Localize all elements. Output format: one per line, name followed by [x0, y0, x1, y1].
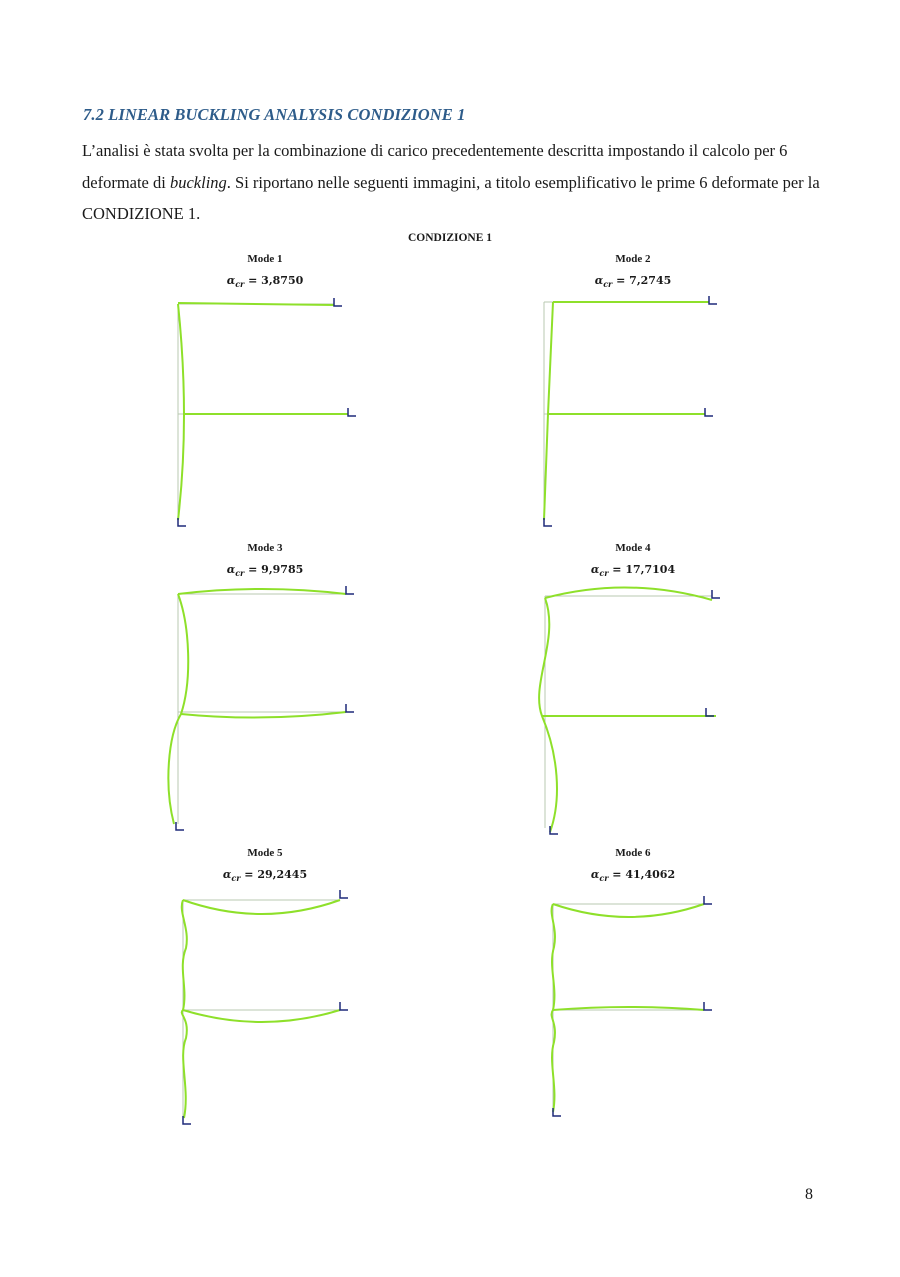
mode-2-alpha: $\alpha_{cr} = 7,2745$ [594, 274, 672, 290]
mode-6-deformed-shape [544, 892, 734, 1122]
mode-4-deformed-shape [536, 584, 736, 836]
mode-5-alpha: $\alpha_{cr} = 29,2445$ [222, 868, 308, 884]
mode-2-alpha-value: 7,2745 [629, 274, 672, 287]
deformed-beam-top [545, 587, 712, 600]
support-marker [706, 708, 714, 716]
mode-3-alpha: $\alpha_{cr} = 9,9785$ [226, 563, 304, 579]
support-marker [334, 298, 342, 306]
support-marker [346, 704, 354, 712]
paragraph-text-start: L’analisi è stata svolta per la combinazione di carico precedentemente descritta impostando il calcolo per 6 deformate di [82, 141, 788, 192]
mode-2-title: Mode 2 [615, 253, 651, 265]
support-marker [348, 408, 356, 416]
support-marker [176, 822, 184, 830]
paragraph-text-end: . Si riportano nelle seguenti immagini, a titolo esemplificativo le prime 6 deformate per la CONDIZIONE 1. [82, 172, 820, 223]
support-marker [346, 586, 354, 594]
support-marker [709, 296, 717, 304]
deformed-beam-top [553, 904, 704, 917]
support-marker [178, 518, 186, 526]
mode-4-alpha: $\alpha_{cr} = 17,7104$ [590, 563, 676, 579]
mode-1-deformed-shape [168, 298, 368, 530]
mode-4-title: Mode 4 [615, 542, 651, 554]
deformed-beam-mid [181, 712, 346, 718]
mode-4-alpha-value: 17,7104 [625, 563, 676, 576]
deformed-beam-top [178, 589, 346, 594]
mode-6-alpha: $\alpha_{cr} = 41,4062$ [590, 868, 676, 884]
support-marker [712, 590, 720, 598]
support-marker [704, 896, 712, 904]
mode-3-deformed-shape [166, 586, 366, 832]
deformed-column [544, 302, 553, 520]
body-paragraph [82, 135, 822, 230]
mode-6-alpha-value: 41,4062 [625, 868, 676, 881]
support-marker [340, 1002, 348, 1010]
mode-3-title: Mode 3 [247, 542, 283, 554]
mode-2-deformed-shape [535, 296, 735, 530]
deformed-beam-top [183, 900, 340, 914]
deformed-column [178, 304, 184, 520]
mode-6-title: Mode 6 [615, 847, 651, 859]
deformed-beam-top [178, 303, 334, 305]
paragraph-emphasis: buckling [169, 172, 227, 192]
mode-1-alpha: $\alpha_{cr} = 3,8750$ [226, 274, 304, 290]
section-heading: 7.2 LINEAR BUCKLING ANALYSIS CONDIZIONE 1 [83, 105, 466, 124]
mode-3-alpha-value: 9,9785 [261, 563, 304, 576]
mode-5-title: Mode 5 [247, 847, 283, 859]
mode-1-alpha-value: 3,8750 [261, 274, 304, 287]
mode-5-alpha-value: 29,2445 [257, 868, 308, 881]
mode-5-deformed-shape [174, 888, 364, 1128]
deformed-beam-mid [183, 1010, 340, 1022]
figure-caption: CONDIZIONE 1 [407, 232, 493, 244]
mode-1-title: Mode 1 [247, 253, 283, 265]
page-number: 8 [805, 1186, 813, 1203]
support-marker [704, 1002, 712, 1010]
support-marker [340, 890, 348, 898]
support-marker [544, 518, 552, 526]
support-marker [705, 408, 713, 416]
